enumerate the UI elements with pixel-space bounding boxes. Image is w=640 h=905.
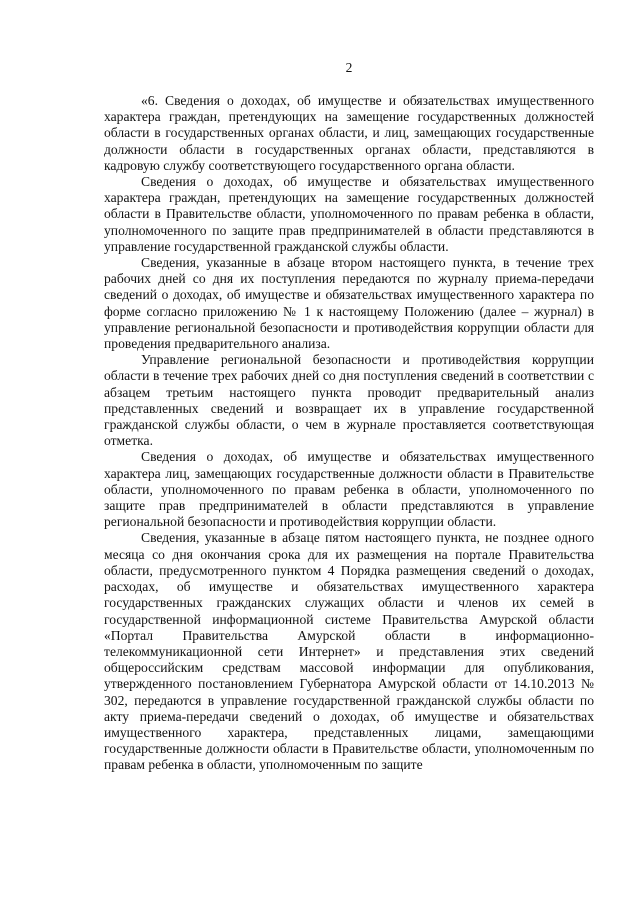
paragraph-6: Сведения, указанные в абзаце пятом настоящего пункта, не позднее одного месяца со дня окончания срока для их размещения на портале Правительства области, предусмотренного пунктом 4 Порядка размещения сведений о доходах, расходах, об имуществе и обязательствах имущественного характера государственных гражданских служащих области и членов их семей в государственной информационной системе Правительства Амурской области «Портал Правительства Амурской области в информационно-телекоммуникационной сети Интернет» и представления этих сведений общероссийским средствам массовой информации для опубликования, утвержденного постановлением Губернатора Амурской области от 14.10.2013 № 302, передаются в управление государственной гражданской службы области по акту приема-передачи сведений о доходах, об имуществе и обязательствах имущественного характера, представленных лицами, замещающими государственные должности области в Правительстве области, уполномоченным по правам ребенка в области, уполномоченным по защите (104, 530, 594, 773)
paragraph-2: Сведения о доходах, об имуществе и обязательствах имущественного характера граждан, претендующих на замещение государственных должностей области в Правительстве области, уполномоченного по правам ребенка в области, уполномоченного по защите прав предпринимателей в области представляются в управление государственной гражданской службы области. (104, 174, 594, 254)
paragraph-4: Управление региональной безопасности и противодействия коррупции области в течение трех рабочих дней со дня поступления сведений в соответствии с абзацем третьим настоящего пункта проводит предварительный анализ представленных сведений и возвращает их в управление государственной гражданской службы области, о чем в журнале проставляется соответствующая отметка. (104, 352, 594, 449)
paragraph-5: Сведения о доходах, об имуществе и обязательствах имущественного характера лиц, замещающих государственные должности области в Правительстве области, уполномоченного по правам ребенка в области, уполномоченного по защите прав предпринимателей в области представляются в управление региональной безопасности и противодействия коррупции области. (104, 449, 594, 530)
document-body (104, 93, 594, 774)
page-number: 2 (345, 60, 353, 75)
paragraph-3: Сведения, указанные в абзаце втором настоящего пункта, в течение трех рабочих дней со дня их поступления передаются по журналу приема-передачи сведений о доходах, об имуществе и обязательствах имущественного характера по форме согласно приложению № 1 к настоящему Положению (далее – журнал) в управление региональной безопасности и противодействия коррупции области для проведения предварительного анализа. (104, 255, 594, 352)
paragraph-1: «6. Сведения о доходах, об имуществе и обязательствах имущественного характера граждан, претендующих на замещение государственных должностей области в государственных органах области, и лиц, замещающих государственные должности области в государственных органах области, представляются в кадровую службу соответствующего государственного органа области. (104, 93, 594, 173)
